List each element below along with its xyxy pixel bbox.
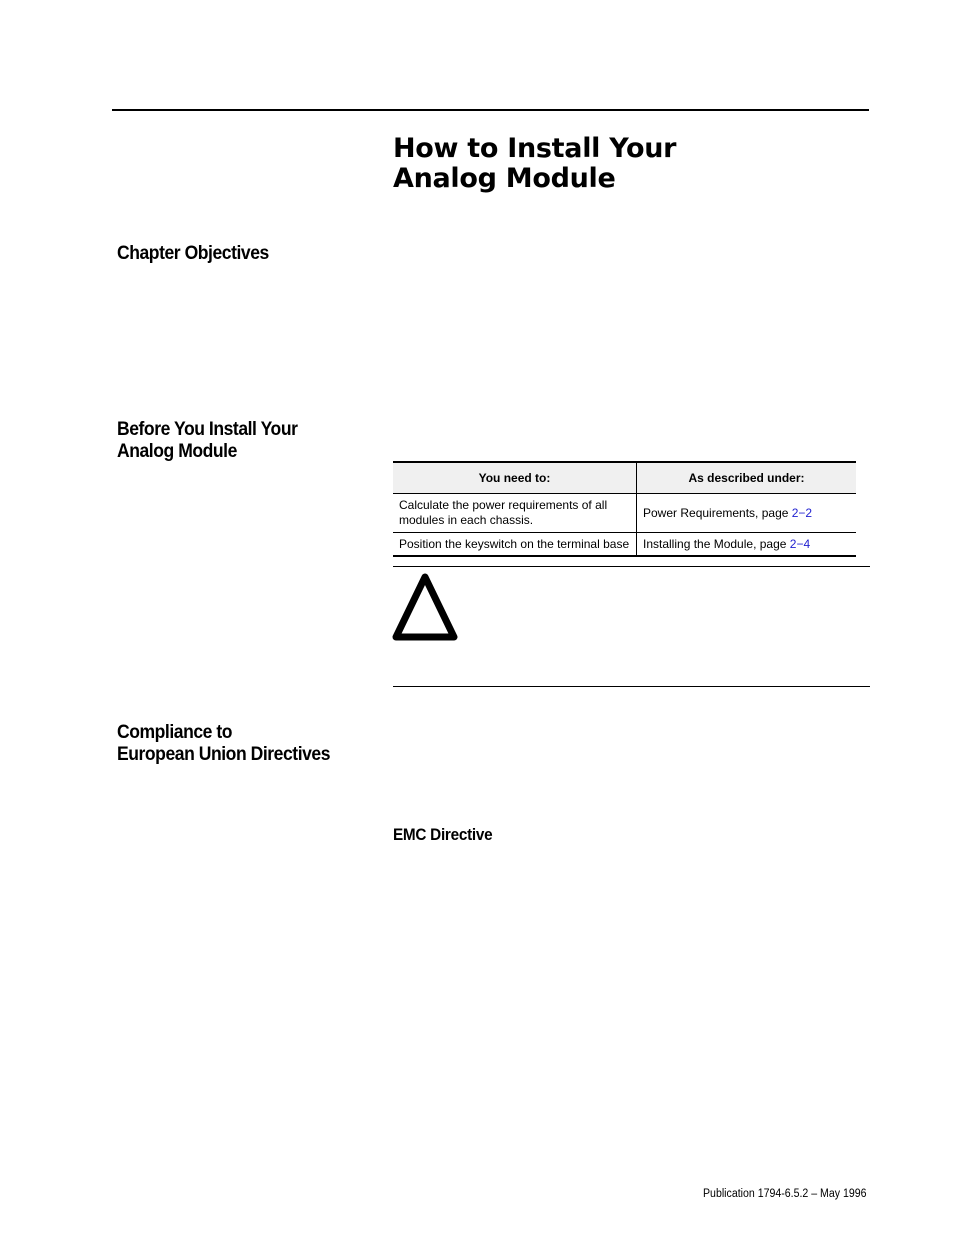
- compliance-heading-line-1: Compliance to: [117, 721, 233, 743]
- top-rule: [112, 109, 869, 111]
- table-header-row: [393, 462, 856, 494]
- table-cell-reference: [637, 494, 857, 533]
- table-cell-need: Position the keyswitch on the terminal base: [393, 533, 637, 557]
- table-cell-need: Calculate the power requirements of all modules in each chassis.: [393, 494, 637, 533]
- chapter-title-line-1: How to Install Your: [393, 133, 677, 164]
- page-link[interactable]: 2−2: [791, 505, 813, 520]
- chapter-objectives-heading: [117, 242, 269, 264]
- compliance-heading: [117, 721, 330, 765]
- warning-rule-top: [393, 566, 870, 567]
- table-header-need: You need to:: [393, 462, 637, 494]
- emc-directive-heading: EMC Directive: [393, 825, 493, 844]
- before-install-heading: [117, 418, 297, 462]
- warning-rule-bottom: [393, 686, 870, 687]
- before-install-heading-line-2: Analog Module: [117, 440, 237, 462]
- reference-text: Power Requirements, page: [643, 505, 792, 520]
- publication-footer: Publication 1794-6.5.2 – May 1996: [703, 1188, 867, 1200]
- requirements-table: [393, 461, 856, 557]
- table-row: [393, 494, 856, 533]
- table-header-reference: As described under:: [637, 462, 857, 494]
- compliance-heading-line-2: European Union Directives: [117, 743, 331, 765]
- before-install-heading-line-1: Before You Install Your: [117, 418, 298, 440]
- chapter-title-line-2: Analog Module: [393, 163, 616, 194]
- chapter-title: [393, 134, 676, 194]
- chapter-objectives-heading-text: Chapter Objectives: [117, 242, 269, 264]
- attention-triangle-icon: [392, 573, 458, 641]
- table-cell-reference: [637, 533, 857, 557]
- table-row: [393, 533, 856, 557]
- reference-text: Installing the Module, page: [643, 536, 790, 551]
- page-link[interactable]: 2−4: [789, 536, 811, 551]
